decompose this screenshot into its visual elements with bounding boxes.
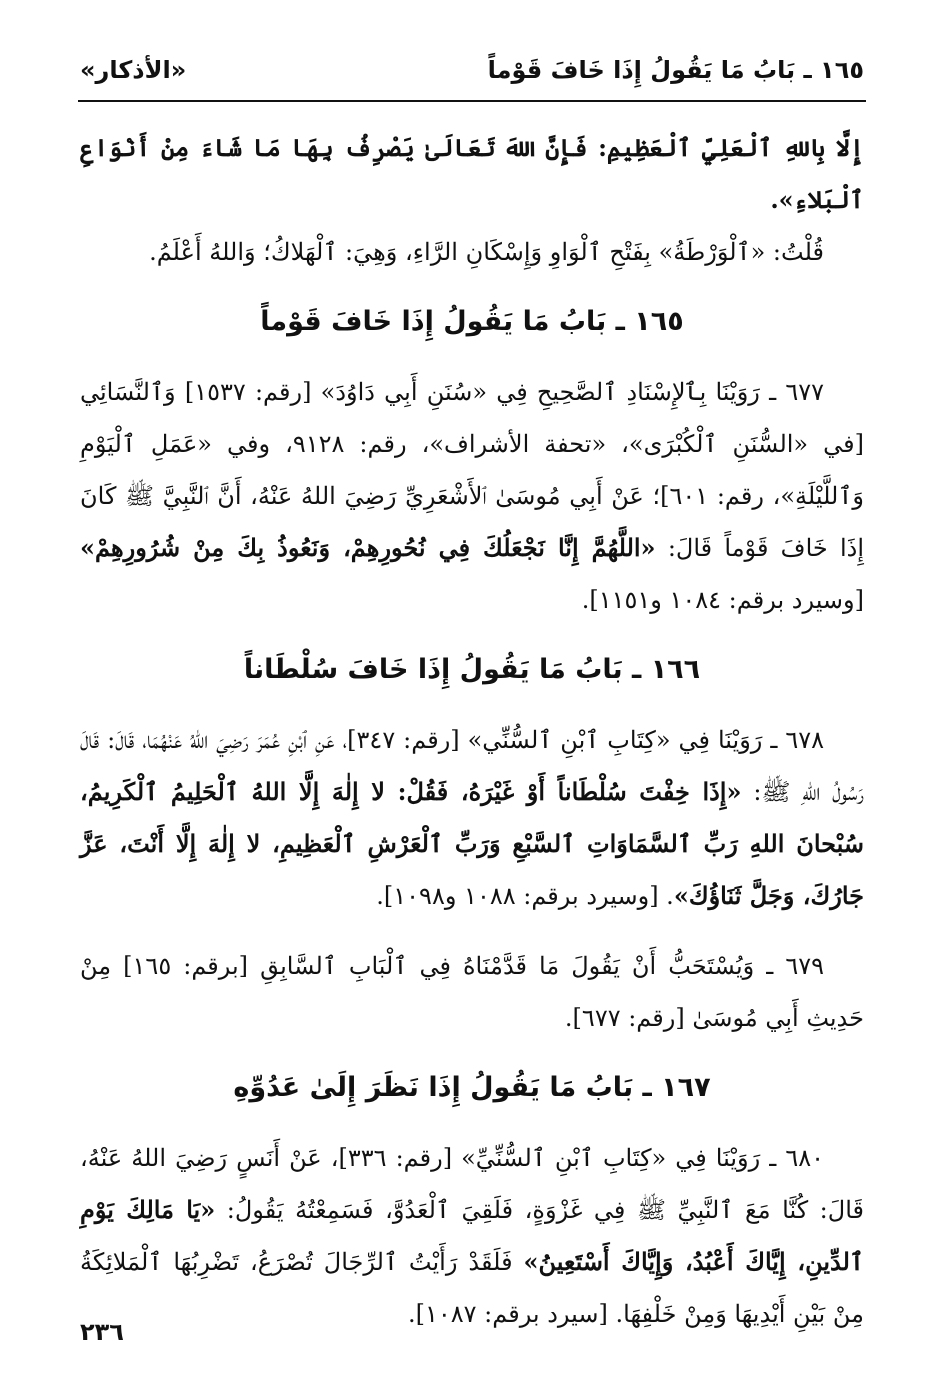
continuation-text: إِلَّا بِاللهِ ٱلْعَلِيِّ ٱلْعَظِيمِ: فَإِنَّ اللهَ تَعَالَىٰ يَصْرِفُ بِهَا مَا شَاءَ مِنْ أَنْوَاعِ ٱلْبَلاءِ». [80,133,864,214]
chapter-title: ١٦٥ ـ بَابُ مَا يَقُولُ إِذَا خَافَ قَوْماً [260,306,684,337]
hadith-paragraph [80,366,864,626]
dua-text: «إِذَا خِفْتَ سُلْطَاناً أَوْ غَيْرَهُ، فَقُلْ: لا إِلٰهَ إِلَّا اللهُ ٱلْحَلِيمُ ٱلْكَرِيمُ، سُبْحانَ اللهِ رَبِّ ٱلسَّمَاوَاتِ ٱلسَّبْعِ وَرَبِّ ٱلْعَرْشِ ٱلْعَظِيمِ، لا إِلٰهَ إِلَّا أَنْتَ، عَزَّ جَارُكَ، وَجَلَّ ثَنَاؤُكَ» [80,777,864,910]
chapter-title: ١٦٧ ـ بَابُ مَا يَقُولُ إِذَا نَظَرَ إِلَىٰ عَدُوِّهِ [233,1072,711,1103]
dua-text: «اللَّهُمَّ إِنَّا نَجْعَلُكَ فِي نُحُورِهِمْ، وَنَعُوذُ بِكَ مِنْ شُرُورِهِمْ» [80,533,656,562]
hadith-paragraph [80,1132,864,1340]
dua-text: «يَا مَالِكَ يَوْمِ ٱلدِّينِ، إِيَّاكَ أَعْبُدُ، وَإِيَّاكَ أَسْتَعِينُ» [80,1195,864,1276]
narration-text: ٦٧٩ ـ وَيُسْتَحَبُّ أَنْ يَقُولَ مَا قَدَّمْنَاهُ فِي ٱلْبَابِ ٱلسَّابِقِ [برقم: ١٦٥] مِنْ حَدِيثِ أَبِي مُوسَىٰ [رقم: ٦٧٧]. [80,952,864,1032]
narration-text: ٦٨٠ ـ رَوَيْنَا فِي «كِتَابِ ٱبْنِ ٱلسُّنِّيِّ» [رقم: ٣٣٦]، عَنْ أَنَسٍ رَضِيَ اللهُ عَنْهُ، قَالَ: كُنَّا مَعَ ٱلنَّبِيِّ ﷺ فِي غَزْوَةٍ، فَلَقِيَ ٱلْعَدُوَّ، فَسَمِعْتُهُ يَقُولُ: [80,1144,864,1224]
header-rule [78,100,866,102]
editor-note: قُلْتُ: «ٱلْوَرْطَةُ» بِفَتْحِ ٱلْوَاوِ وَإِسْكَانِ الرَّاءِ، وَهِيَ: ٱلْهَلاكُ؛ وَاللهُ أَعْلَمُ. [149,238,824,266]
chapter-title: ١٦٦ ـ بَابُ مَا يَقُولُ إِذَا خَافَ سُلْطَاناً [243,654,701,685]
header-chapter-title: ١٦٥ ـ بَابُ مَا يَقُولُ إِذَا خَافَ قَوْماً [487,56,864,84]
narration-text: [وسيرد برقم: ١٠٨٤ و١١٥١]. [581,586,864,614]
narration-text: ٦٧٧ ـ رَوَيْنَا بِٱلإِسْنَادِ ٱلصَّحِيحِ فِي «سُنَنِ أَبِي دَاوُدَ» [رقم: ١٥٣٧] وَٱلنَّسَائِي [في «السُّنَنِ ٱلْكُبْرَى»، «تحفة الأشراف»، رقم: ٩١٢٨، وفي «عَمَلِ ٱلْيَوْمِ وَٱللَّيْلَةِ»، رقم: ٦٠١]؛ عَنْ أَبِي مُوسَىٰ ٱلأَشْعَرِيِّ رَضِيَ اللهُ عَنْهُ، أَنَّ ٱلنَّبِيَّ ﷺ كَانَ إِذَا خَافَ قَوْماً قَالَ: [80,378,864,562]
page-number: ٢٣٦ [80,1318,124,1346]
narration-text: ٦٧٨ ـ رَوَيْنَا فِي «كِتَابِ ٱبْنِ ٱلسُّنِّي» [رقم: ٣٤٧]، عَنِ ٱبْنِ عُمَرَ رَضِيَ اللهُ عَنْهُمَا، قَالَ: قَالَ رَسُولُ اللهِ ﷺ: [80,726,865,806]
hadith-paragraph [80,714,864,922]
narration-text: فَلَقَدْ رَأَيْتُ ٱلرِّجَالَ تُصْرَعُ، تَضْرِبُهَا ٱلْمَلائِكَةُ مِنْ بَيْنِ أَيْدِيهَا وَمِنْ خَلْفِهَا. [سيرد برقم: ١٠٨٧]. [80,1248,864,1328]
page-body [80,122,864,1358]
chapters-container [80,300,864,1340]
hadith-paragraph [80,940,864,1044]
header-book-title: «الأذكار» [80,56,187,84]
narration-text: . [وسيرد برقم: ١٠٨٨ و١٠٩٨]. [376,882,674,910]
running-header [80,50,864,90]
